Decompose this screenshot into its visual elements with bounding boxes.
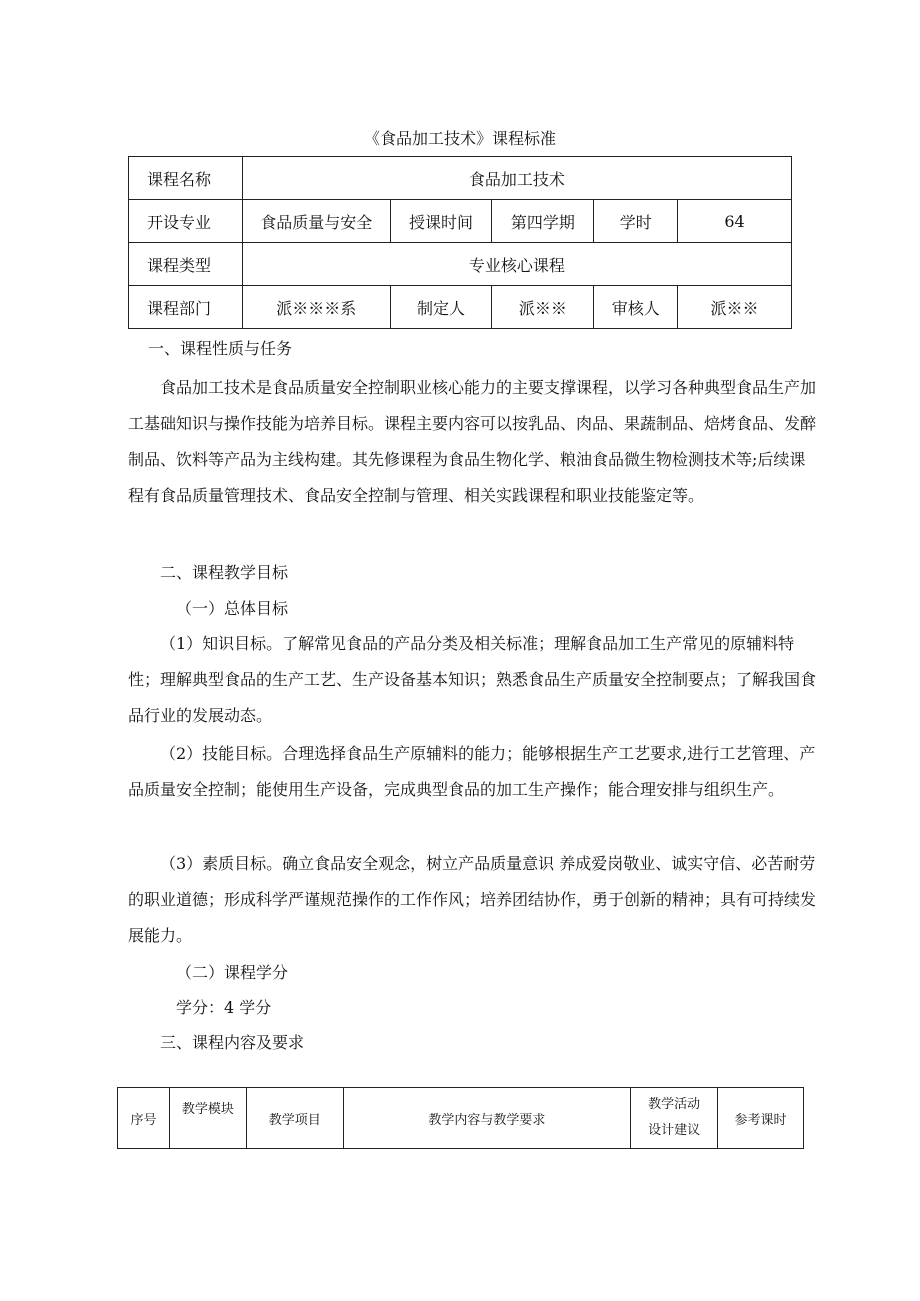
hours-value: 64: [678, 200, 792, 243]
col-activity-line2: 设计建议: [648, 1123, 701, 1138]
course-name-label: 课程名称: [129, 157, 243, 200]
author-value: 派※※: [492, 286, 594, 329]
section2-sub1: （一）总体目标: [176, 599, 289, 618]
course-type-value: 专业核心课程: [242, 243, 791, 286]
major-label: 开设专业: [129, 200, 243, 243]
section1-heading: 一、课程性质与任务: [148, 339, 293, 358]
author-label: 制定人: [390, 286, 492, 329]
hours-label: 学时: [594, 200, 678, 243]
major-row: [129, 200, 792, 243]
reviewer-value: 派※※: [678, 286, 792, 329]
content-table-header: [118, 1088, 804, 1149]
department-value: 派※※※系: [242, 286, 390, 329]
col-module: 教学模块: [169, 1088, 246, 1149]
section1-body: 食品加工技术是食品质量安全控制职业核心能力的主要支撑课程，以学习各种典型食品生产加工基础知识与操作技能为培养目标。课程主要内容可以按乳品、肉品、果蔬制品、焙烤食品、发醉制品、饮料等产品为主线构建。其先修课程为食品生物化学、粮油食品微生物检测技术等;后续课程有食品质量管理技术、食品安全控制与管理、相关实践课程和职业技能鉴定等。: [128, 378, 817, 505]
course-info-table: [128, 156, 792, 329]
course-content-table: [117, 1087, 804, 1149]
page-title: 《食品加工技术》课程标准: [363, 129, 556, 148]
section2-sub2: （二）课程学分: [176, 963, 289, 982]
goal-skill: （2）技能目标。合理选择食品生产原辅料的能力；能够根据生产工艺要求,进行工艺管理、产品质量安全控制；能使用生产设备，完成典型食品的加工生产操作；能合理安排与组织生产。: [128, 744, 816, 799]
reviewer-label: 审核人: [594, 286, 678, 329]
col-activity-line1: 教学活动: [648, 1097, 701, 1112]
col-content: 教学内容与教学要求: [343, 1088, 631, 1149]
section2-heading: 二、课程教学目标: [160, 563, 289, 582]
goal-knowledge: （1）知识目标。了解常见食品的产品分类及相关标准；理解食品加工生产常见的原辅料特性；理解典型食品的生产工艺、生产设备基本知识；熟悉食品生产质量安全控制要点；了解我国食品行业的发展动态。: [128, 634, 817, 725]
col-project: 教学项目: [246, 1088, 343, 1149]
course-type-row: [129, 243, 792, 286]
time-label: 授课时间: [390, 200, 492, 243]
course-type-label: 课程类型: [129, 243, 243, 286]
col-no: 序号: [118, 1088, 170, 1149]
goal-quality: （3）素质目标。确立食品安全观念，树立产品质量意识 养成爱岗敬业、诚实守信、必苦耐劳的职业道德；形成科学严谨规范操作的工作作风；培养团结协作，勇于创新的精神；具有可持续发展能力。: [128, 854, 817, 945]
department-label: 课程部门: [129, 286, 243, 329]
col-hours: 参考课时: [718, 1088, 804, 1149]
credit-text: 学分：4 学分: [176, 998, 272, 1017]
course-name-value: 食品加工技术: [242, 157, 791, 200]
section3-heading: 三、课程内容及要求: [160, 1033, 305, 1052]
col-activity: [631, 1088, 718, 1149]
major-value: 食品质量与安全: [242, 200, 390, 243]
course-name-row: [129, 157, 792, 200]
time-value: 第四学期: [492, 200, 594, 243]
department-row: [129, 286, 792, 329]
